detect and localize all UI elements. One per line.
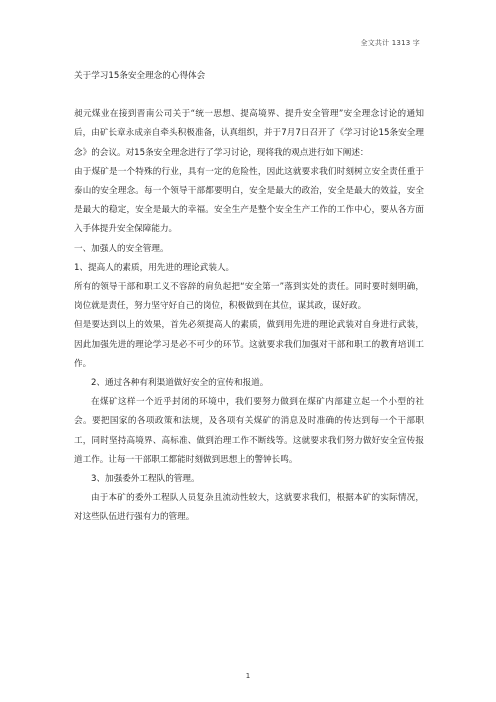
subheading-3: 3、加强委外工程队的管理。 [91, 474, 200, 485]
paragraph-responsibility: 所有的领导干部和职工义不容辞的肩负起把“安全第一”落到实处的责任。同时要时刻明确，岗位就是责任，努力坚守好自己的岗位，积极做到在其位，谋其政，谋好政。 [74, 282, 424, 312]
paragraph-training: 但是要达到以上的效果，首先必须提高人的素质，做到用先进的理论武装对自身进行武装，因此加强先进的理论学习是必不可少的环节。这就要求我们加强对干部和职工的教育培训工作。 [74, 320, 424, 369]
paragraph-intro: 昶元煤业在接到晋南公司关于“统一思想、提高境界、提升安全管理”安全理念讨论的通知后，由矿长章永成亲自牵头积极准备，认真组织，并于7月7日召开了《学习讨论15条安全理念》的会议。对15条安全理念进行了学习讨论，现将我的观点进行如下阐述： [74, 109, 424, 158]
page-number: 1 [245, 672, 251, 680]
document-title: 关于学习15条安全理念的心得体会 [74, 71, 206, 81]
word-count-header: 全文共计 1313 字 [360, 39, 420, 47]
paragraph-safety-concept: 由于煤矿是一个特殊的行业，具有一定的危险性，因此这就要求我们时刻树立安全责任重于泰山的安全理念。每一个领导干部都要明白，安全是最大的政治，安全是最大的效益，安全是最大的稳定，安全是最大的幸福。安全生产是整个安全生产工作的工作中心，要从各方面入手体提升安全保障能力。 [74, 166, 424, 235]
paragraph-publicity: 在煤矿这样一个近乎封闭的环境中，我们要努力做到在煤矿内部建立起一个小型的社会。要把国家的各项政策和法规，及各项有关煤矿的消息及时准确的传达到每一个干部职工，同时坚持高境界、高标准、做到治理工作不断线等。这就要求我们努力做好安全宣传报道工作。让每一干部职工都能时刻做到思想上的警钟长鸣。 [74, 397, 424, 465]
subheading-1: 1、提高人的素质，用先进的理论武装人。 [74, 262, 235, 273]
subheading-2: 2、通过各种有利渠道做好安全的宣传和报道。 [91, 378, 269, 389]
document-body [74, 67, 424, 528]
paragraph-contractors: 由于本矿的委外工程队人员复杂且流动性较大，这就要求我们，根据本矿的实际情况，对这些队伍进行强有力的管理。 [74, 493, 424, 523]
section-heading-1: 一、加强人的安全管理。 [74, 243, 169, 254]
